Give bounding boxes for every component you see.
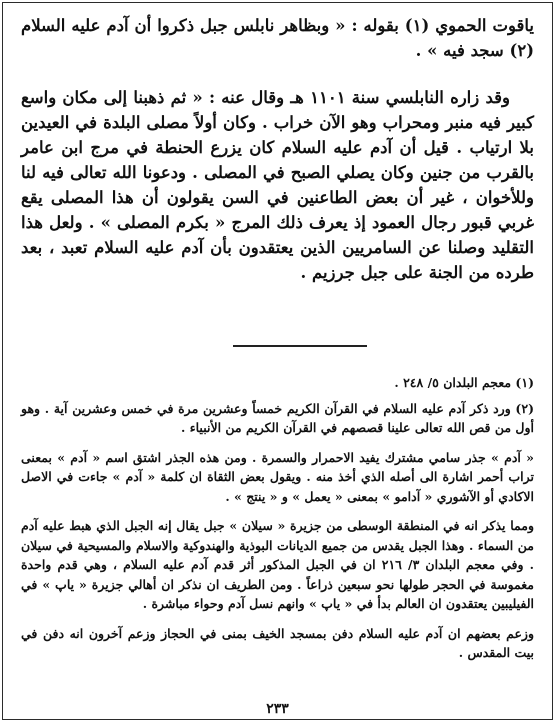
- page-number: ٢٣٣: [266, 701, 289, 717]
- footnote-1: (١) معجم البلدان ٥/ ٢٤٨ .: [394, 375, 534, 390]
- footnote-3: « آدم » جذر سامي مشترك يفيد الاحمرار والسمرة . ومن هذه الجذر اشتق اسم « آدم » بمعنى تراب أحمر اشارة الى أصله الذي أخذ منه . ويقول بعض الثقاة ان كلمة « آدم » جاءت في الاصل الاكادي أو الآشوري « آدامو » بمعنى « يعمل » و « ينتج » .: [21, 449, 534, 504]
- paragraph-1: ياقوت الحموي (١) بقوله : « وبظاهر نابلس جبل ذكروا أن آدم عليه السلام (٢) سجد فيه » .: [21, 16, 535, 60]
- paragraph-2: وقد زاره النابلسي سنة ١١٠١ هـ وقال عنه : « ثم ذهبنا إلى مكان واسع كبير فيه منبر ومحراب وهو الآن خراب . وكان أولاً مصلى البلدة في العيدين بلا ارتياب . قيل أن آدم عليه السلام كان يزرع الحنطة في مرج ابن عامر بالقرب من جنين وكان يصلي الصبح في المصلى . ودعونا الله تعالى فيه لنا وللأخوان ، غير أن بعض الطاعنين في السن يقولون أن هذا المصلى يقع غربي قبور رجال العمود إذ يعرف ذلك المرج « بكرم المصلى » . ولعل هذا التقليد وصلنا عن السامريين الذين يعتقدون بأن آدم عليه السلام تعبد ، بعد طرده من الجنة على جبل جرزيم .: [21, 88, 534, 282]
- footnote-divider: [233, 345, 367, 347]
- footnote-4: ومما يذكر انه في المنطقة الوسطى من جزيرة « سيلان » جبل يقال إنه الجبل الذي هبط عليه آدم من السماء . وهذا الجبل يقدس من جميع الديانات البوذية والهندوكية والاسلام والمسيحية في سيلان . وفي معجم البلدان ٣/ ٢١٦ ان في الجبل المذكور أثر قدم آدم عليه السلام ، وهي قدم واحدة مغموسة في الحجر طولها نحو سبعين ذراعاً . ومن الطريف ان نذكر ان أهالي جزيرة « ياپ » في الفيليبين يعتقدون ان العالم بدأ في « ياپ » وانهم نسل آدم وحواء مباشرة .: [21, 518, 534, 611]
- footnotes: [21, 373, 534, 669]
- main-text: [21, 13, 534, 285]
- page-frame: [2, 2, 553, 720]
- footnote-5: وزعم بعضهم ان آدم عليه السلام دفن بمسجد الخيف بمنى في الحجاز وزعم آخرون انه دفن في بيت المقدس .: [21, 625, 534, 660]
- footnote-2: (٢) ورد ذكر آدم عليه السلام في القرآن الكريم خمساً وعشرين مرة في خمس وعشرين آية . وهو أول من قص الله تعالى علينا قصصهم في القرآن الكريم من الأنبياء .: [21, 400, 534, 435]
